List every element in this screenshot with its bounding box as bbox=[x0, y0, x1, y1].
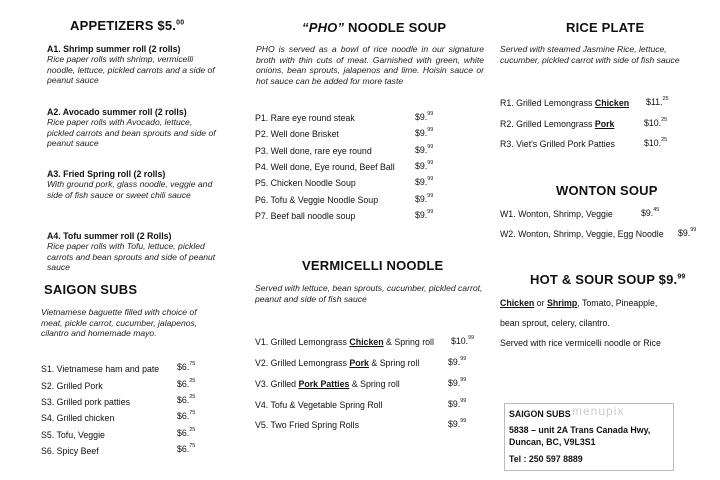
vermicelli-item-price: $9.99 bbox=[448, 356, 467, 367]
item-name: A2. Avocado summer roll (2 rolls) bbox=[47, 107, 187, 117]
saigon-subs-desc: Vietnamese baguette filled with choice of meat, pickle carrot, cucumber, jalapenos, cilantro and homemade mayo. bbox=[41, 307, 198, 339]
contact-name: SAIGON SUBS bbox=[509, 409, 571, 419]
wonton-item-name: W2. Wonton, Shrimp, Veggie, Egg Noodle bbox=[500, 229, 664, 239]
appetizers-title: APPETIZERS $5.00 bbox=[70, 18, 185, 33]
pho-item-name: P4. Well done, Eye round, Beef Ball bbox=[255, 162, 395, 172]
sub-item-price: $6.75 bbox=[177, 361, 196, 372]
rice-item-name: R1. Grilled Lemongrass Chicken bbox=[500, 98, 630, 108]
hot-sour-line1: Chicken or Shrimp, Tomato, Pineapple, bbox=[500, 298, 658, 308]
pho-item-name: P7. Beef ball noodle soup bbox=[255, 211, 356, 221]
sub-item-price: $6.75 bbox=[177, 443, 196, 454]
pho-item-name: P2. Well done Brisket bbox=[255, 129, 339, 139]
pho-item-name: P3. Well done, rare eye round bbox=[255, 146, 372, 156]
sub-item-price: $6.25 bbox=[177, 378, 196, 389]
item-desc: Rice paper rolls with Tofu, lettuce, pickled carrots and bean sprouts and side of peanut sauce bbox=[47, 241, 216, 273]
vermicelli-item-name: V2. Grilled Lemongrass Pork & Spring roll bbox=[255, 358, 420, 368]
contact-tel: Tel : 250 597 8889 bbox=[509, 454, 583, 464]
rice-plate-desc: Served with steamed Jasmine Rice, lettuce, cucumber, pickled carrot with side of fish sauce bbox=[500, 44, 680, 65]
sub-item-price: $6.25 bbox=[177, 427, 196, 438]
item-name: A4. Tofu summer roll (2 Rolls) bbox=[47, 231, 172, 241]
watermark: menupix bbox=[572, 404, 625, 418]
sub-item-name: S4. Grilled chicken bbox=[41, 413, 115, 423]
pho-item-name: P6. Tofu & Veggie Noodle Soup bbox=[255, 195, 379, 205]
appetizer-a4 bbox=[47, 231, 217, 273]
pho-item-price: $9.99 bbox=[415, 193, 434, 204]
vermicelli-item-price: $9.99 bbox=[448, 377, 467, 388]
pho-item-price: $9.99 bbox=[415, 127, 434, 138]
rice-plate-title: RICE PLATE bbox=[566, 20, 645, 35]
rice-item-name: R3. Viet's Grilled Pork Patties bbox=[500, 139, 615, 149]
pho-item-price: $9.99 bbox=[415, 111, 434, 122]
sub-item-price: $6.75 bbox=[177, 410, 196, 421]
item-name: A1. Shrimp summer roll (2 rolls) bbox=[47, 44, 181, 54]
appetizer-a1 bbox=[47, 44, 217, 86]
item-desc: Rice paper rolls with shrimp, vermicelli noodle, lettuce, pickled carrots and a side of peanut sauce bbox=[47, 54, 215, 86]
contact-address-1: 5838 – unit 2A Trans Canada Hwy, bbox=[509, 425, 651, 435]
rice-item-price: $10.25 bbox=[644, 137, 668, 148]
sub-item-name: S2. Grilled Pork bbox=[41, 381, 103, 391]
pho-item-name: P5. Chicken Noodle Soup bbox=[255, 178, 356, 188]
pho-desc: PHO is served as a bowl of rice noodle in our signature broth with thin cuts of meat. Garnished with green, white onions, bean sprouts, jalapenos and lime. Hoisin sauce or hot sauce can be added for more taste bbox=[256, 44, 484, 86]
rice-item-price: $11.25 bbox=[646, 96, 669, 107]
vermicelli-desc: Served with lettuce, bean sprouts, cucumber, pickled carrot, peanut and side of fish sauce bbox=[255, 283, 483, 304]
vermicelli-item-price: $9.99 bbox=[448, 398, 467, 409]
item-desc: Rice paper rolls with Avocado, lettuce, pickled carrots and bean sprouts and side of peanut sauce bbox=[47, 117, 216, 149]
hot-sour-line2: bean sprout, celery, cilantro. bbox=[500, 318, 610, 328]
vermicelli-item-name: V1. Grilled Lemongrass Chicken & Spring roll bbox=[255, 337, 434, 347]
vermicelli-item-price: $9.99 bbox=[448, 418, 467, 429]
sub-item-name: S5. Tofu, Veggie bbox=[41, 430, 105, 440]
vermicelli-item-name: V4. Tofu & Vegetable Spring Roll bbox=[255, 400, 383, 410]
vermicelli-title: VERMICELLI NOODLE bbox=[302, 258, 444, 273]
pho-item-price: $9.99 bbox=[415, 144, 434, 155]
rice-item-name: R2. Grilled Lemongrass Pork bbox=[500, 119, 615, 129]
appetizer-a3 bbox=[47, 169, 217, 200]
sub-item-name: S6. Spicy Beef bbox=[41, 446, 99, 456]
pho-item-price: $9.99 bbox=[415, 176, 434, 187]
sub-item-name: S3. Grilled pork patties bbox=[41, 397, 130, 407]
hot-sour-title: HOT & SOUR SOUP $9.99 bbox=[530, 272, 686, 287]
vermicelli-item-price: $10.99 bbox=[451, 335, 475, 346]
wonton-item-price: $9.99 bbox=[678, 227, 697, 238]
pho-item-price: $9.99 bbox=[415, 209, 434, 220]
pho-item-name: P1. Rare eye round steak bbox=[255, 113, 355, 123]
sub-item-name: S1. Vietnamese ham and pate bbox=[41, 364, 160, 374]
vermicelli-item-name: V5. Two Fried Spring Rolls bbox=[255, 420, 359, 430]
pho-title: “PHO” NOODLE SOUP bbox=[302, 20, 447, 35]
saigon-subs-title: SAIGON SUBS bbox=[44, 282, 138, 297]
wonton-item-name: W1. Wonton, Shrimp, Veggie bbox=[500, 209, 613, 219]
contact-address-2: Duncan, BC, V9L3S1 bbox=[509, 437, 596, 447]
appetizer-a2 bbox=[47, 107, 217, 149]
pho-item-price: $9.99 bbox=[415, 160, 434, 171]
wonton-item-price: $9.45 bbox=[641, 207, 660, 218]
hot-sour-line3: Served with rice vermicelli noodle or Rice bbox=[500, 338, 661, 348]
sub-item-price: $6.25 bbox=[177, 394, 196, 405]
vermicelli-item-name: V3. Grilled Pork Patties & Spring roll bbox=[255, 379, 400, 389]
item-desc: With ground pork, glass noodle, veggie and side of fish sauce or sweet chili sauce bbox=[47, 179, 213, 200]
wonton-title: WONTON SOUP bbox=[556, 183, 658, 198]
item-name: A3. Fried Spring roll (2 rolls) bbox=[47, 169, 166, 179]
rice-item-price: $10.25 bbox=[644, 117, 668, 128]
